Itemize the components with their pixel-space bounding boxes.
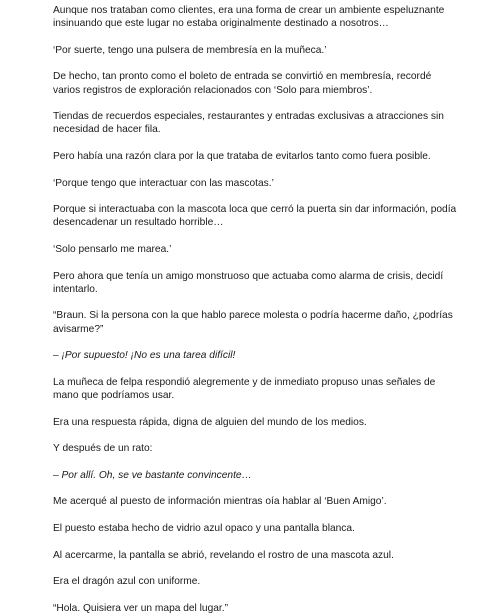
- paragraph-13: Era una respuesta rápida, digna de alguien del mundo de los medios.: [53, 416, 367, 428]
- paragraph-16: Me acerqué al puesto de información mientras oía hablar al ‘Buen Amigo’.: [53, 496, 387, 508]
- paragraph-20: “Hola. Quisiera ver un mapa del lugar.”: [53, 602, 228, 614]
- paragraph-14: Y después de un rato:: [53, 443, 153, 455]
- paragraph-19: Era el dragón azul con uniforme.: [53, 576, 201, 588]
- paragraph-6: ‘Porque tengo que interactuar con las mascotas.’: [53, 177, 274, 189]
- paragraph-4: Tiendas de recuerdos especiales, restaurantes y entradas exclusivas a atracciones sin necesidad de hacer fila.: [53, 111, 444, 136]
- paragraph-17: El puesto estaba hecho de vidrio azul opaco y una pantalla blanca.: [53, 522, 355, 534]
- paragraph-1: Aunque nos trataban como clientes, era una forma de crear un ambiente espeluznante insinuando que este lugar no estaba originalmente destinado a nosotros…: [53, 5, 445, 30]
- paragraph-11: – ¡Por supuesto! ¡No es una tarea difícil!: [53, 350, 236, 362]
- paragraph-15: – Por allí. Oh, se ve bastante convincente…: [53, 469, 252, 481]
- paragraph-5: Pero había una razón clara por la que trataba de evitarlos tanto como fuera posible.: [53, 150, 431, 162]
- paragraph-9: Pero ahora que tenía un amigo monstruoso que actuaba como alarma de crisis, decidí intentarlo.: [53, 270, 444, 295]
- paragraph-8: ‘Solo pensarlo me marea.’: [53, 243, 172, 255]
- paragraph-3: De hecho, tan pronto como el boleto de entrada se convirtió en membresía, recordé varios registros de exploración relacionados con ‘Solo para miembros’.: [53, 71, 432, 96]
- paragraph-2: ‘Por suerte, tengo una pulsera de membresía en la muñeca.’: [53, 44, 327, 56]
- paragraph-7: Porque si interactuaba con la mascota loca que cerró la puerta sin dar información, podía desencadenar un resultado horrible…: [53, 204, 457, 229]
- paragraph-12: La muñeca de felpa respondió alegremente y de inmediato propuso unas señales de mano que podríamos usar.: [53, 376, 436, 401]
- paragraph-10: “Braun. Si la persona con la que hablo parece molesta o podría hacerme daño, ¿podrías avisarme?”: [53, 310, 453, 335]
- paragraph-18: Al acercarme, la pantalla se abrió, revelando el rostro de una mascota azul.: [53, 549, 394, 561]
